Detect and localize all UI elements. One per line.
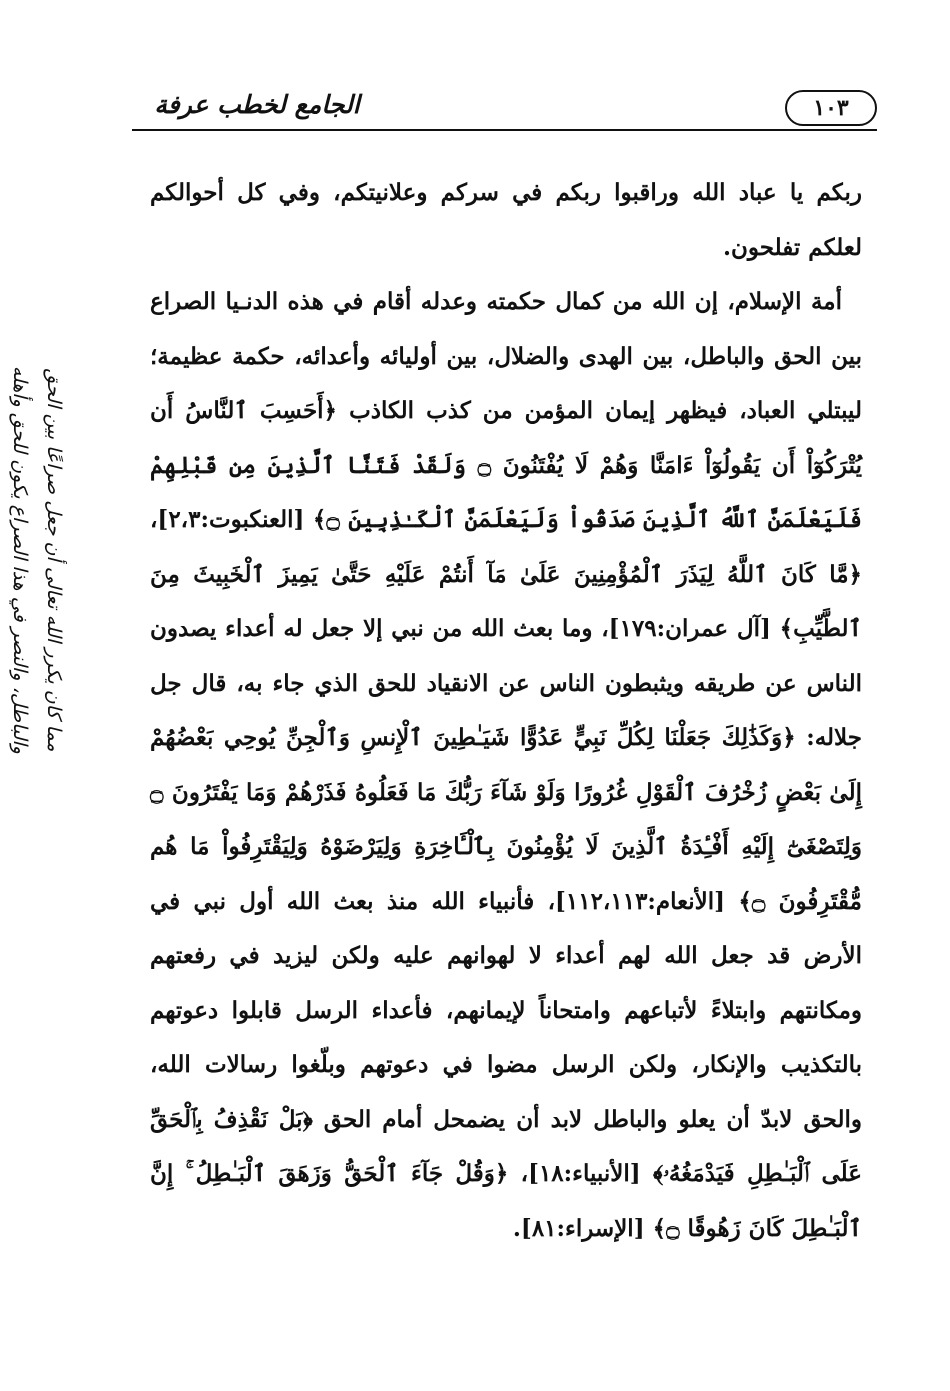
page-number: ١٠٣ <box>785 90 877 126</box>
margin-note <box>9 240 90 880</box>
body-paragraph: أمة الإسلام، إن الله من كمال حكمته وعدله أقام في هذه الدنـيا الصراع بين الحق والباطل، بين الهدى والضلال، بين أوليائه وأعدائه، حكمة عظيمة؛ ليبتلي العباد، فيظهر إيمان المؤمن من كذب الكاذب ﴿أَحَسِبَ ٱلنَّاسُ أَن يُتْرَكُوٓاْ أَن يَقُولُوٓاْ ءَامَنَّا وَهُمْ لَا يُفْتَنُونَ ۝ وَلَقَدْ فَتَنَّا ٱلَّذِينَ مِن قَبْلِهِمْ فَلَيَعْلَمَنَّ ٱللَّهُ ٱلَّذِينَ صَدَقُواْ وَلَيَعْلَمَنَّ ٱلْكَـٰذِبِينَ ۝﴾ [العنكبوت:٢،٣]، ﴿مَّا كَانَ ٱللَّهُ لِيَذَرَ ٱلْمُؤْمِنِينَ عَلَىٰ مَآ أَنتُمْ عَلَيْهِ حَتَّىٰ يَمِيزَ ٱلْخَبِيثَ مِنَ ٱلطَّيِّبِ﴾ [آل عمران:١٧٩]، وما بعث الله من نبي إلا جعل له أعداء يصدون الناس عن طريقه ويثبطون الناس عن الانقياد للحق الذي جاء به، قال جل جلاله: ﴿وَكَذَٰلِكَ جَعَلْنَا لِكُلِّ نَبِيٍّ عَدُوًّا شَيَـٰطِينَ ٱلْإِنسِ وَٱلْجِنِّ يُوحِي بَعْضُهُمْ إِلَىٰ بَعْضٍ زُخْرُفَ ٱلْقَوْلِ غُرُورًا وَلَوْ شَآءَ رَبُّكَ مَا فَعَلُوهُ فَذَرْهُمْ وَمَا يَفْتَرُونَ ۝ وَلِتَصْغَىٰٓ إِلَيْهِ أَفْـِٔدَةُ ٱلَّذِينَ لَا يُؤْمِنُونَ بِٱلْـَٔاخِرَةِ وَلِيَرْضَوْهُ وَلِيَقْتَرِفُواْ مَا هُم مُّقْتَرِفُونَ ۝﴾ [الأنعام:١١٢،١١٣]، فأنبياء الله منذ بعث الله أول نبي في الأرض قد جعل الله لهم أعداء لا لهوانهم عليه ولكن ليزيد في رفعتهم ومكانتهم وابتلاءً لأتباعهم وامتحاناً لإيمانهم، فأعداء الرسل قابلوا دعوتهم بالتكذيب والإنكار، ولكن الرسل مضوا في دعوتهم وبلّغوا رسالات الله، والحق لابدّ أن يعلو والباطل لابد أن يضمحل أمام الحق ﴿بَلْ نَقْذِفُ بِٱلْحَقِّ عَلَى ٱلْبَـٰطِلِ فَيَدْمَغُهُۥ﴾ [الأنبياء:١٨]، ﴿وَقُلْ جَآءَ ٱلْحَقُّ وَزَهَقَ ٱلْبَـٰطِلُ ۚ إِنَّ ٱلْبَـٰطِلَ كَانَ زَهُوقًا ۝﴾ [الإسراء:٨١]. <box>150 288 863 1242</box>
page-header <box>132 78 877 130</box>
margin-note-line: والباطل، والنصر في هذا الصراع يكون للحق وأهله <box>9 365 31 755</box>
margin-note-line: مما كان يكرر الله تعالى أن جعل صراعًا بين الحق <box>43 368 65 752</box>
book-title: الجامع لخطب عرفة <box>154 89 360 119</box>
header-divider <box>132 129 877 131</box>
page-body <box>150 166 862 1256</box>
body-paragraph: ربكم يا عباد الله وراقبوا ربكم في سركم وعلانيتكم، وفي كل أحوالكم لعلكم تفلحون. <box>150 179 862 261</box>
